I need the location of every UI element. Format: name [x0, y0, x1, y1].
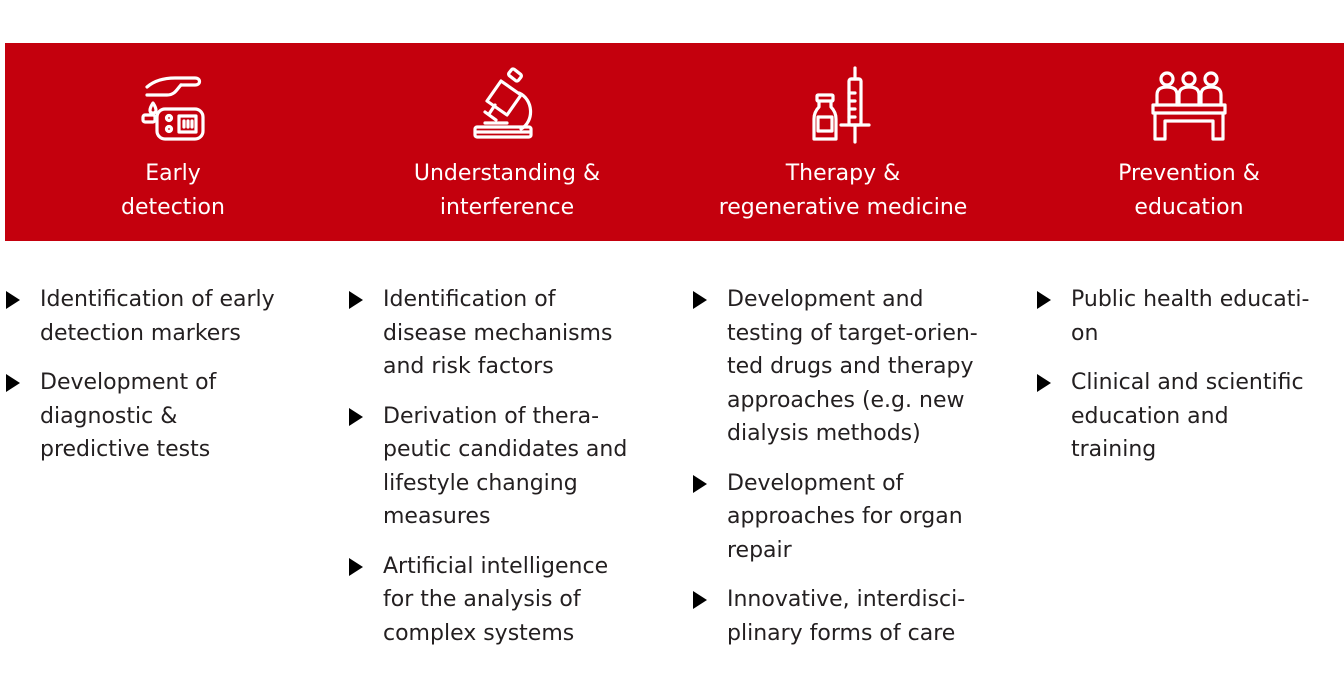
prevention-list [1036, 283, 1341, 483]
bullet-triangle-icon [1037, 291, 1051, 309]
column-header-understanding [339, 43, 675, 241]
list-item: Identification of early detection markers [5, 283, 325, 350]
syringe-vial-icon [803, 65, 883, 145]
bullet-triangle-icon [1037, 374, 1051, 392]
therapy-list [692, 283, 1012, 666]
category-banner [5, 43, 1344, 241]
column-title: Understanding & interference [413, 161, 601, 220]
microscope-icon [467, 65, 547, 145]
understanding-list [348, 283, 668, 666]
bullet-triangle-icon [6, 374, 20, 392]
column-header-therapy [675, 43, 1011, 241]
early-detection-list [5, 283, 325, 483]
list-item: Artificial intelligence for the analysis of complex systems [348, 550, 668, 651]
column-title: Prevention & education [1118, 161, 1260, 220]
list-item: Development of approaches for organ repair [692, 467, 1012, 568]
bullet-triangle-icon [693, 475, 707, 493]
list-item: Clinical and scientific education and training [1036, 366, 1341, 467]
bullet-triangle-icon [349, 291, 363, 309]
list-item: Derivation of thera- peutic candidates and lifestyle changing measures [348, 400, 668, 534]
bullet-triangle-icon [349, 558, 363, 576]
list-item: Development and testing of target-orien- ted drugs and therapy approaches (e.g. new dialysis methods) [692, 283, 1012, 451]
bullet-triangle-icon [349, 408, 363, 426]
list-item: Development of diagnostic & predictive tests [5, 366, 325, 467]
list-item: Innovative, interdisci- plinary forms of care [692, 583, 1012, 650]
column-header-prevention [1021, 43, 1344, 241]
glucose-meter-icon [133, 65, 213, 145]
audience-icon [1149, 65, 1229, 145]
bullet-triangle-icon [6, 291, 20, 309]
bullet-triangle-icon [693, 591, 707, 609]
list-item: Public health educati- on [1036, 283, 1341, 350]
bullet-triangle-icon [693, 291, 707, 309]
list-item: Identification of disease mechanisms and risk factors [348, 283, 668, 384]
column-title: Early detection [121, 161, 225, 220]
column-header-early-detection [5, 43, 341, 241]
column-title: Therapy & regenerative medicine [718, 161, 968, 220]
